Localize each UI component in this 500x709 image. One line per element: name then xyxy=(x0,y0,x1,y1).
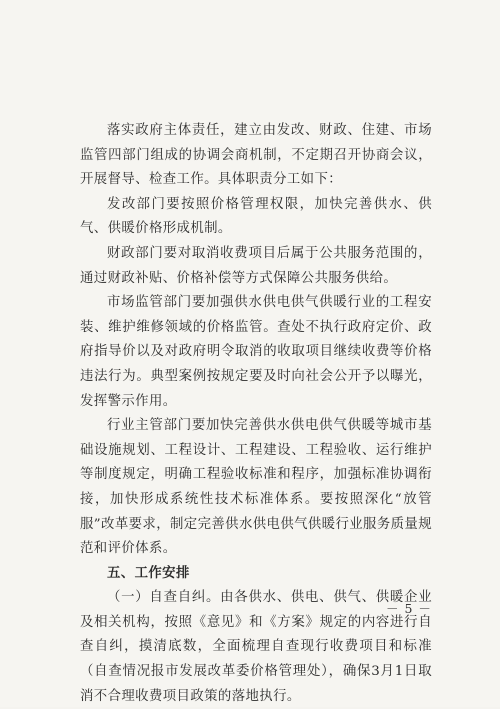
paragraph-market-regulation: 市场监管部门要加强供水供电供气供暖行业的工程安装、维护维修领域的价格监管。查处不执行政府定价、政府指导价以及对政府明令取消的收取项目继续收费等价格违法行为。典型案例按规定要及时向社会公开予以曝光，发挥警示作用。 xyxy=(80,295,432,409)
paragraph-development-reform: 发改部门要按照价格管理权限，加快完善供水、供气、供暖价格形成机制。 xyxy=(80,196,432,237)
page-number: － 5 － xyxy=(386,601,432,616)
section-heading: 五、工作安排 xyxy=(107,565,190,581)
paragraph-coordination: 落实政府主体责任，建立由发改、财政、住建、市场监管四部门组成的协调会商机制，不定期召开协商会议，开展督导、检查工作。具体职责分工如下： xyxy=(80,123,432,188)
paragraph-industry-authorities: 行业主管部门要加快完善供水供电供气供暖等城市基础设施规划、工程设计、工程建设、工程验收、运行维护等制度规定，明确工程验收标准和程序，加强标准协调衔接，加快形成系统性技术标准体系。要按照深化“放管服”改革要求，制定完善供水供电供气供暖行业服务质量规范和评价体系。 xyxy=(80,418,433,557)
paragraph-finance: 财政部门要对取消收费项目后属于公共服务范围的，通过财政补贴、价格补偿等方式保障公共服务供给。 xyxy=(80,245,432,286)
paragraph-self-inspection: （一）自查自纠。由各供水、供电、供气、供暖企业及相关机构，按照《意见》和《方案》规定的内容进行自查自纠，摸清底数，全面梳理自查现行收费项目和标准（自查情况报市发展改革委价格管理处），确保3月1日取消不合理收费项目政策的落地执行。 xyxy=(80,590,432,704)
document-body xyxy=(80,119,432,709)
